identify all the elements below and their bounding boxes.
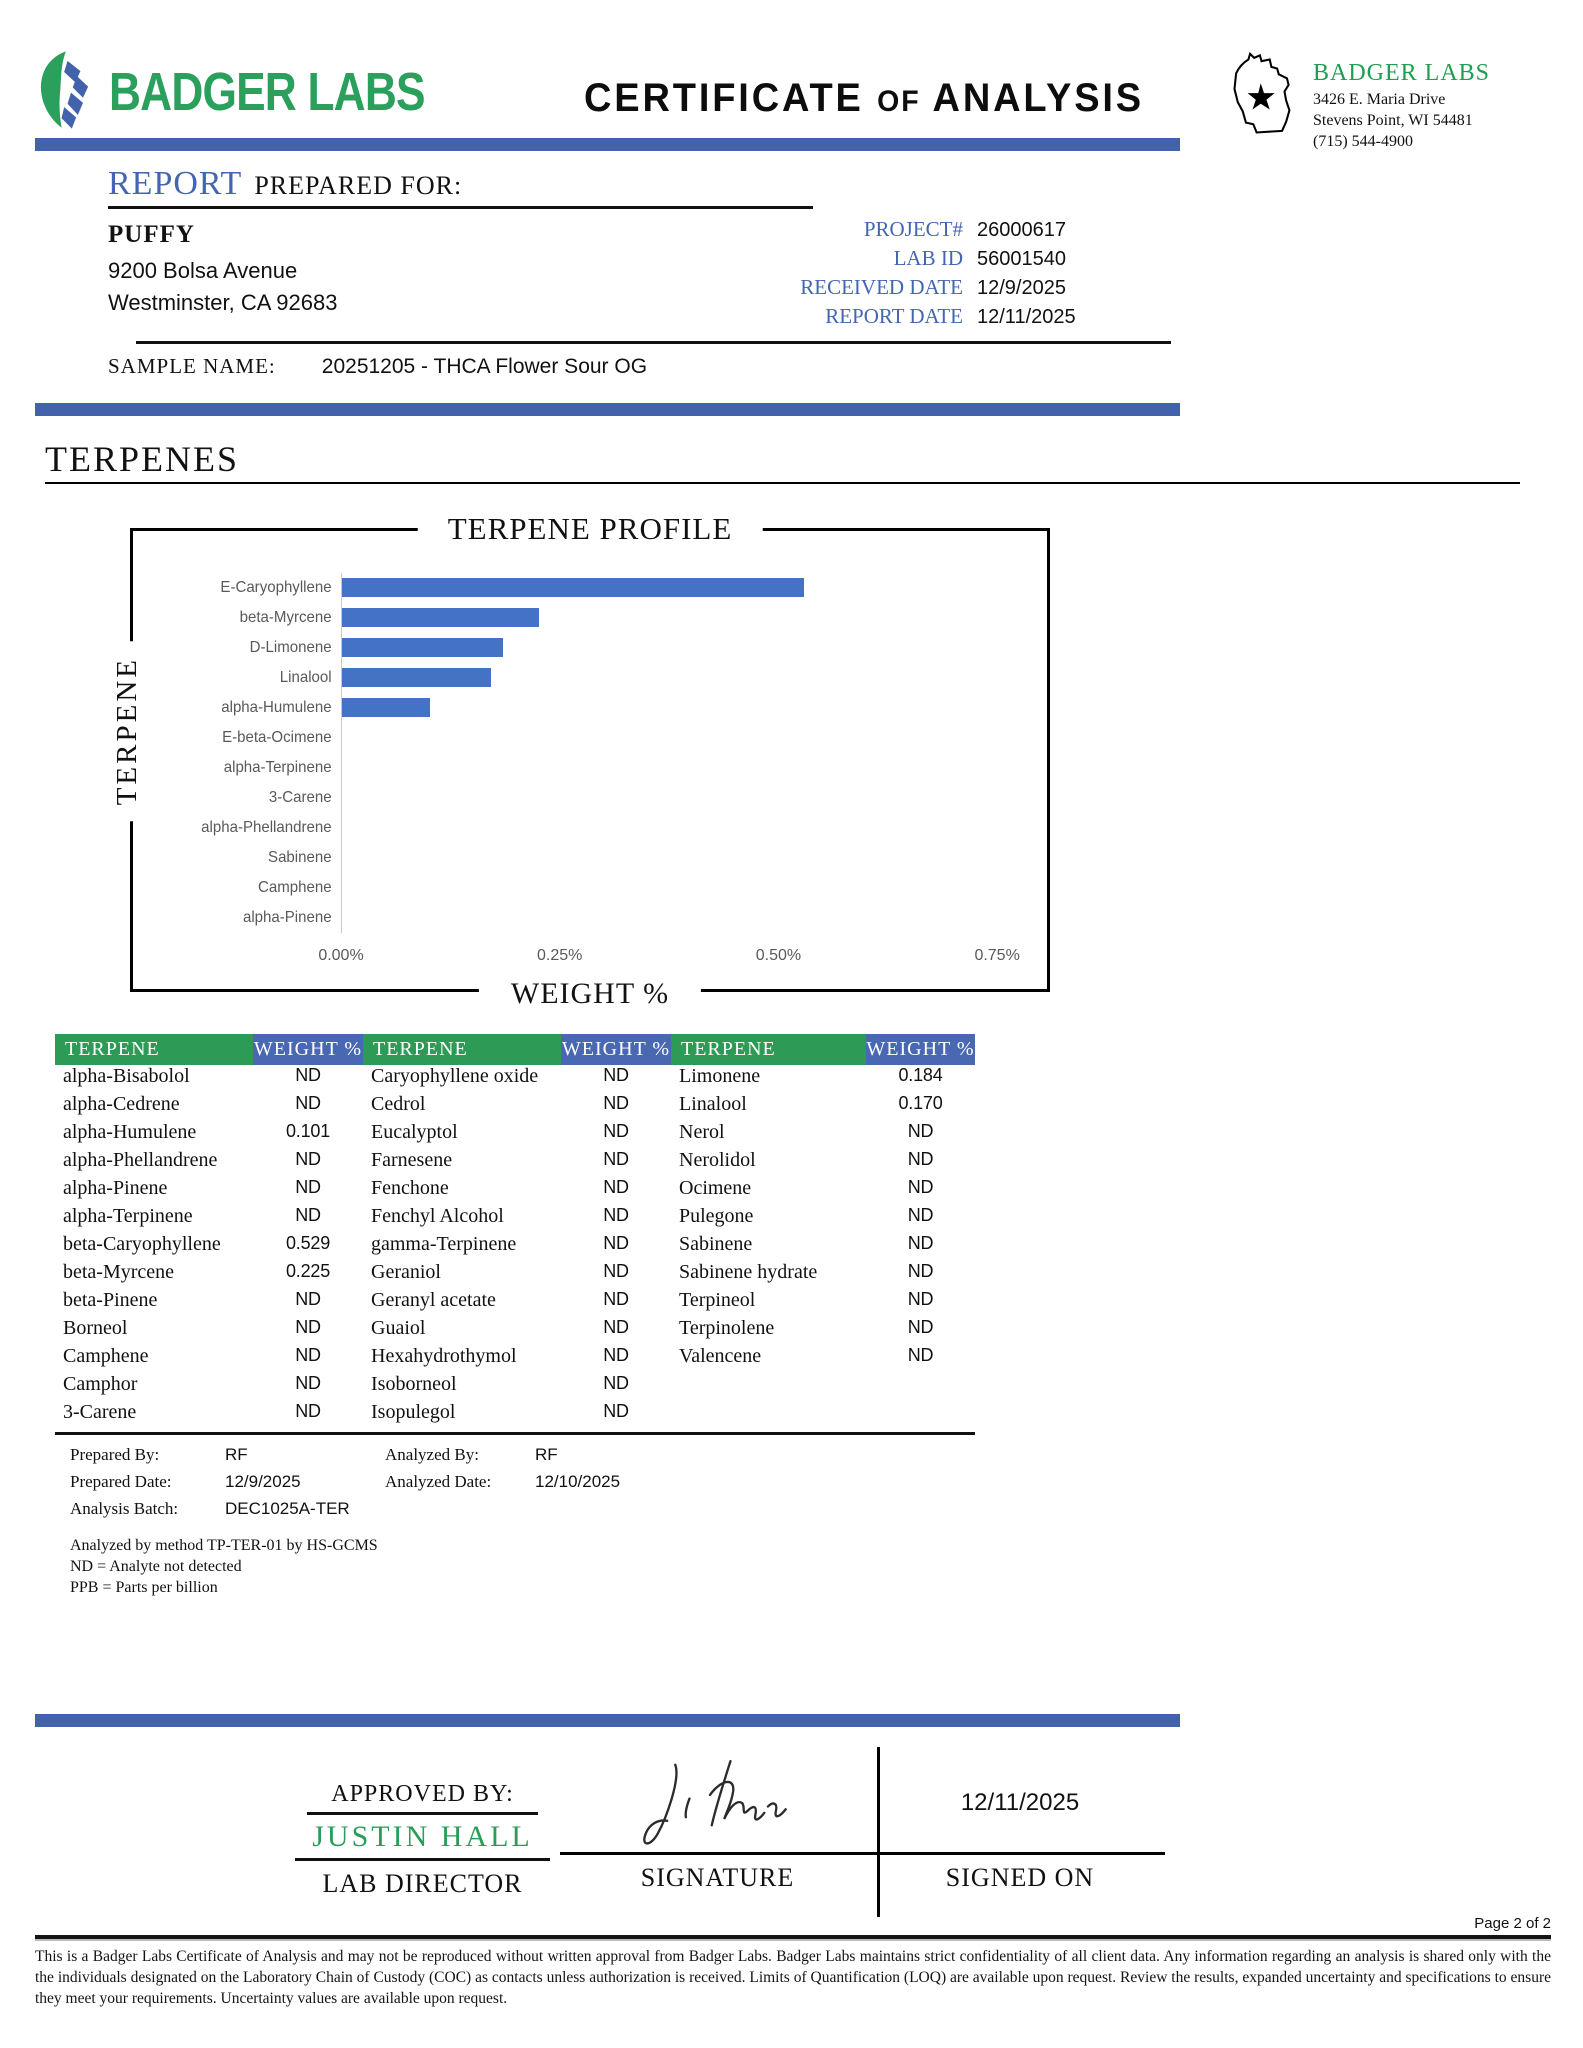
terpene-weight-cell: ND [603, 1121, 629, 1141]
chart-rows [169, 573, 1019, 933]
table-header-weight: WEIGHT % [561, 1034, 671, 1065]
chart-bar-track [341, 663, 1019, 693]
terpene-name-cell: Caryophyllene oxide [371, 1065, 539, 1087]
terpene-name-cell: Valencene [679, 1345, 762, 1367]
chart-row [169, 633, 1019, 663]
table-row [55, 1065, 975, 1093]
terpene-weight-cell: ND [295, 1149, 321, 1169]
chart-category-label: alpha-Pinene [242, 909, 332, 926]
wisconsin-map-icon [1223, 48, 1305, 138]
terpene-weight-cell: ND [907, 1261, 934, 1281]
terpene-weight-cell: ND [603, 1289, 629, 1309]
terpene-weight-cell: ND [295, 1177, 321, 1197]
terpene-name-cell: Borneol [63, 1317, 128, 1339]
terpene-weight-cell: ND [295, 1345, 321, 1365]
table-header-terpene: TERPENE [55, 1034, 253, 1065]
chart-row [169, 723, 1019, 753]
chart-bar-track [341, 813, 1019, 843]
client-block [108, 217, 663, 333]
terpene-name-cell: Limonene [679, 1065, 761, 1087]
footer-rule [35, 1935, 1551, 1941]
terpene-weight-cell: ND [603, 1065, 629, 1085]
terpene-name-cell [671, 1401, 866, 1429]
terpenes-section-title: TERPENES [45, 438, 1520, 484]
terpene-name-cell: Pulegone [679, 1205, 754, 1227]
chart-bar-track [341, 573, 1019, 603]
terpene-weight-cell: ND [907, 1289, 934, 1309]
terpene-name-cell: beta-Pinene [63, 1289, 158, 1311]
terpene-name-cell: Sabinene hydrate [679, 1261, 818, 1283]
chart-bar [342, 578, 804, 597]
chart-bar-track [341, 903, 1019, 933]
chart-category-label: D-Limonene [249, 639, 332, 656]
analyzed-by-value: RF [535, 1445, 558, 1464]
divider-bar-top [35, 138, 1180, 151]
terpene-name-cell: alpha-Bisabolol [63, 1065, 190, 1087]
analysis-notes: Analyzed by method TP-TER-01 by HS-GCMS ND = Analyte not detected PPB = Parts per billion [70, 1537, 378, 1596]
terpene-name-cell: Linalool [679, 1093, 747, 1115]
terpene-name-cell: Camphene [63, 1345, 149, 1367]
x-tick-label: 0.75% [974, 947, 1020, 964]
leaf-logo-icon [35, 49, 95, 136]
terpene-name-cell: alpha-Pinene [63, 1177, 168, 1199]
terpene-weight-cell: ND [295, 1373, 321, 1393]
meta-row-labid: LAB ID 56001540 [893, 246, 1066, 270]
analysis-meta: Prepared By: RF Analyzed By: RF Prepared Date: 12/9/2025 Analyzed Date: 12/10/2025 Analysis Batch: DEC1025A-TER Analyzed by method TP-TER-01 by HS-GCMS ND = Analyte not detected PPB = Parts per billion [70, 1445, 1583, 1598]
terpene-weight-cell: 0.170 [898, 1093, 943, 1113]
terpene-weight-cell: ND [603, 1317, 629, 1337]
table-row [55, 1093, 975, 1121]
client-address: 9200 Bolsa Avenue Westminster, CA 92683 [108, 258, 338, 315]
terpene-weight-cell: ND [603, 1401, 629, 1421]
table-row [55, 1149, 975, 1177]
chart-bar-track [341, 693, 1019, 723]
terpene-name-cell: Sabinene [679, 1233, 753, 1255]
chart-title: TERPENE PROFILE [418, 511, 763, 547]
chart-bar [342, 638, 503, 657]
terpene-name-cell: Nerol [679, 1121, 725, 1143]
table-row [55, 1121, 975, 1149]
signature-label: SIGNATURE [640, 1863, 795, 1893]
terpene-name-cell: Nerolidol [679, 1149, 756, 1171]
report-meta-block [663, 217, 1168, 333]
logo-wordmark: BADGER LABS [109, 62, 425, 122]
sample-name-value: 20251205 - THCA Flower Sour OG [321, 355, 648, 378]
terpene-name-cell [671, 1373, 866, 1401]
terpene-name-cell: alpha-Phellandrene [63, 1149, 218, 1171]
table-row [55, 1401, 975, 1429]
table-row [55, 1233, 975, 1261]
terpene-weight-cell: ND [603, 1093, 629, 1113]
approval-vertical-divider [877, 1747, 880, 1917]
table-row [55, 1177, 975, 1205]
terpene-weight-cell: ND [603, 1233, 629, 1253]
x-tick-label: 0.50% [755, 947, 802, 964]
table-header-terpene: TERPENE [363, 1034, 561, 1065]
terpene-weight-cell [866, 1373, 975, 1401]
terpene-weight-cell: ND [907, 1205, 934, 1225]
chart-bar-track [341, 873, 1019, 903]
chart-row [169, 903, 1019, 933]
table-row [55, 1205, 975, 1233]
terpene-weight-cell: ND [603, 1345, 629, 1365]
terpene-name-cell: Eucalyptol [371, 1121, 458, 1143]
meta-row-received: RECEIVED DATE 12/9/2025 [800, 275, 1066, 299]
lab-name: BADGER LABS [1313, 60, 1491, 86]
lab-director-role: LAB DIRECTOR [322, 1869, 523, 1899]
report-prepared-for-heading: REPORT PREPARED FOR: [108, 165, 813, 209]
terpene-weight-cell: ND [907, 1121, 934, 1141]
chart-x-axis-label: WEIGHT % [479, 977, 701, 1011]
terpene-weight-cell: 0.101 [285, 1121, 331, 1141]
sample-name-row: SAMPLE NAME: 20251205 - THCA Flower Sour OG [108, 354, 648, 378]
terpene-name-cell: 3-Carene [63, 1401, 137, 1423]
lab-director-name: JUSTIN HALL [295, 1815, 550, 1861]
lab-info-block [1223, 46, 1543, 150]
badger-labs-logo [35, 46, 505, 138]
terpene-name-cell: Fenchyl Alcohol [371, 1205, 504, 1227]
terpene-name-cell: Isopulegol [371, 1401, 456, 1423]
terpene-table [55, 1034, 975, 1435]
terpene-name-cell: Geraniol [371, 1261, 441, 1283]
terpene-name-cell: Guaiol [371, 1317, 426, 1339]
page-number: Page 2 of 2 [1474, 1915, 1551, 1933]
chart-category-label: alpha-Humulene [221, 699, 332, 716]
terpene-name-cell: Farnesene [371, 1149, 453, 1171]
table-header-weight: WEIGHT % [253, 1034, 363, 1065]
table-body [55, 1065, 975, 1429]
chart-bar-track [341, 603, 1019, 633]
disclaimer-text: This is a Badger Labs Certificate of Analysis and may not be reproduced without written approval from Badger Labs. Badger Labs maintains strict confidentiality of all client data. Any information regarding an analysis is shared only with the the individuals designated on the Laboratory Chain of Custody (COC) as contacts unless authorization is received. Limits of Quantification (LOQ) are available upon request. Review the results, expanded uncertainty and specifications to ensure they meet your requirements. Uncertainty values are available upon request. [35, 1948, 1551, 2007]
chart-bar-track [341, 723, 1019, 753]
table-row [55, 1373, 975, 1401]
chart-row [169, 693, 1019, 723]
signed-date: 12/11/2025 [875, 1753, 1165, 1855]
table-header-row [55, 1034, 975, 1065]
terpene-name-cell: beta-Caryophyllene [63, 1233, 221, 1255]
terpene-name-cell: Fenchone [371, 1177, 449, 1199]
chart-row [169, 753, 1019, 783]
chart-category-label: E-Caryophyllene [220, 579, 332, 596]
terpene-name-cell: Isoborneol [371, 1373, 457, 1395]
terpene-name-cell: alpha-Cedrene [63, 1093, 180, 1115]
x-tick-label: 0.00% [318, 947, 364, 964]
approved-by-label: APPROVED BY: [307, 1781, 538, 1815]
terpene-weight-cell: ND [295, 1401, 321, 1421]
terpene-weight-cell: 0.184 [898, 1065, 943, 1085]
analysis-batch-value: DEC1025A-TER [225, 1499, 350, 1518]
approval-block [285, 1753, 1165, 1899]
chart-row [169, 783, 1019, 813]
terpene-name-cell: beta-Myrcene [63, 1261, 175, 1283]
chart-bar [342, 698, 430, 717]
divider-bar-footer [35, 1714, 1180, 1727]
terpene-name-cell: Terpinolene [679, 1317, 775, 1339]
table-header-terpene: TERPENE [671, 1034, 866, 1065]
table-row [55, 1317, 975, 1345]
chart-bar-track [341, 783, 1019, 813]
terpene-weight-cell: ND [907, 1345, 934, 1365]
chart-category-label: beta-Myrcene [239, 609, 332, 626]
chart-category-label: 3-Carene [268, 789, 332, 806]
header [0, 0, 1583, 150]
terpene-weight-cell: ND [295, 1065, 321, 1085]
terpene-name-cell: Camphor [63, 1373, 138, 1395]
terpene-weight-cell: ND [295, 1317, 321, 1337]
terpene-name-cell: Geranyl acetate [371, 1289, 496, 1311]
chart-row [169, 843, 1019, 873]
table-header-weight: WEIGHT % [866, 1034, 975, 1065]
terpene-weight-cell: ND [603, 1373, 629, 1393]
signature-column [560, 1753, 875, 1899]
chart-category-label: alpha-Terpinene [223, 759, 332, 776]
meta-row-project: PROJECT# 26000617 [863, 217, 1066, 241]
terpene-weight-cell: ND [907, 1317, 934, 1337]
client-name: PUFFY [108, 221, 195, 248]
terpene-weight-cell: ND [295, 1289, 321, 1309]
signature-glyph [598, 1754, 838, 1852]
terpene-weight-cell: ND [603, 1177, 629, 1197]
chart-row [169, 873, 1019, 903]
chart-bar-track [341, 633, 1019, 663]
terpene-name-cell: Hexahydrothymol [371, 1345, 517, 1367]
analyzed-date-value: 12/10/2025 [535, 1472, 621, 1491]
signed-on-column [875, 1753, 1165, 1899]
signature [560, 1753, 875, 1855]
terpene-weight-cell: ND [295, 1205, 321, 1225]
prepared-date-value: 12/9/2025 [225, 1472, 301, 1491]
meta-row-reportdate: REPORT DATE 12/11/2025 [825, 304, 1076, 328]
prepared-by-value: RF [225, 1445, 248, 1464]
terpene-name-cell: Terpineol [679, 1289, 756, 1311]
chart-category-label: alpha-Phellandrene [201, 819, 332, 836]
terpene-name-cell: alpha-Humulene [63, 1121, 197, 1143]
chart-bar [342, 608, 539, 627]
x-tick-label: 0.25% [537, 947, 583, 964]
table-row [55, 1345, 975, 1373]
lab-address: 3426 E. Maria Drive Stevens Point, WI 54481 (715) 544-4900 [1313, 91, 1473, 150]
terpene-name-cell: Cedrol [371, 1093, 426, 1115]
terpene-weight-cell: ND [295, 1093, 321, 1113]
terpene-weight-cell: 0.529 [285, 1233, 331, 1253]
terpene-weight-cell: ND [907, 1177, 934, 1197]
chart-category-label: Linalool [279, 669, 332, 686]
chart-category-label: E-beta-Ocimene [222, 729, 332, 746]
table-row [55, 1289, 975, 1317]
approved-by-column [285, 1753, 560, 1899]
terpene-name-cell: alpha-Terpinene [63, 1205, 193, 1227]
chart-xticks [318, 933, 1020, 975]
document-title: CERTIFICATE OF ANALYSIS [583, 76, 1144, 120]
chart-row [169, 603, 1019, 633]
report-section [108, 165, 1170, 379]
chart-bar-track [341, 843, 1019, 873]
terpene-weight-cell: ND [907, 1233, 934, 1253]
divider-bar-terpenes [35, 403, 1180, 416]
terpene-name-cell: Ocimene [679, 1177, 752, 1199]
chart-row [169, 573, 1019, 603]
chart-bar-track [341, 753, 1019, 783]
chart-category-label: Sabinene [268, 849, 332, 866]
table-bottom-rule [55, 1432, 975, 1435]
terpene-weight-cell: ND [603, 1205, 629, 1225]
terpene-weight-cell: ND [603, 1261, 629, 1281]
chart-row [169, 663, 1019, 693]
terpene-weight-cell: 0.225 [285, 1261, 331, 1281]
terpene-name-cell: gamma-Terpinene [371, 1233, 517, 1255]
terpene-profile-chart [111, 511, 1050, 1010]
terpene-weight-cell: ND [603, 1149, 629, 1169]
terpene-weight-cell: ND [907, 1149, 934, 1169]
chart-category-label: Camphene [258, 879, 332, 896]
chart-bar [342, 668, 491, 687]
chart-row [169, 813, 1019, 843]
table-row [55, 1261, 975, 1289]
chart-y-axis-label: TERPENE [111, 641, 144, 821]
terpene-weight-cell [866, 1401, 975, 1429]
signed-on-label: SIGNED ON [945, 1863, 1095, 1893]
